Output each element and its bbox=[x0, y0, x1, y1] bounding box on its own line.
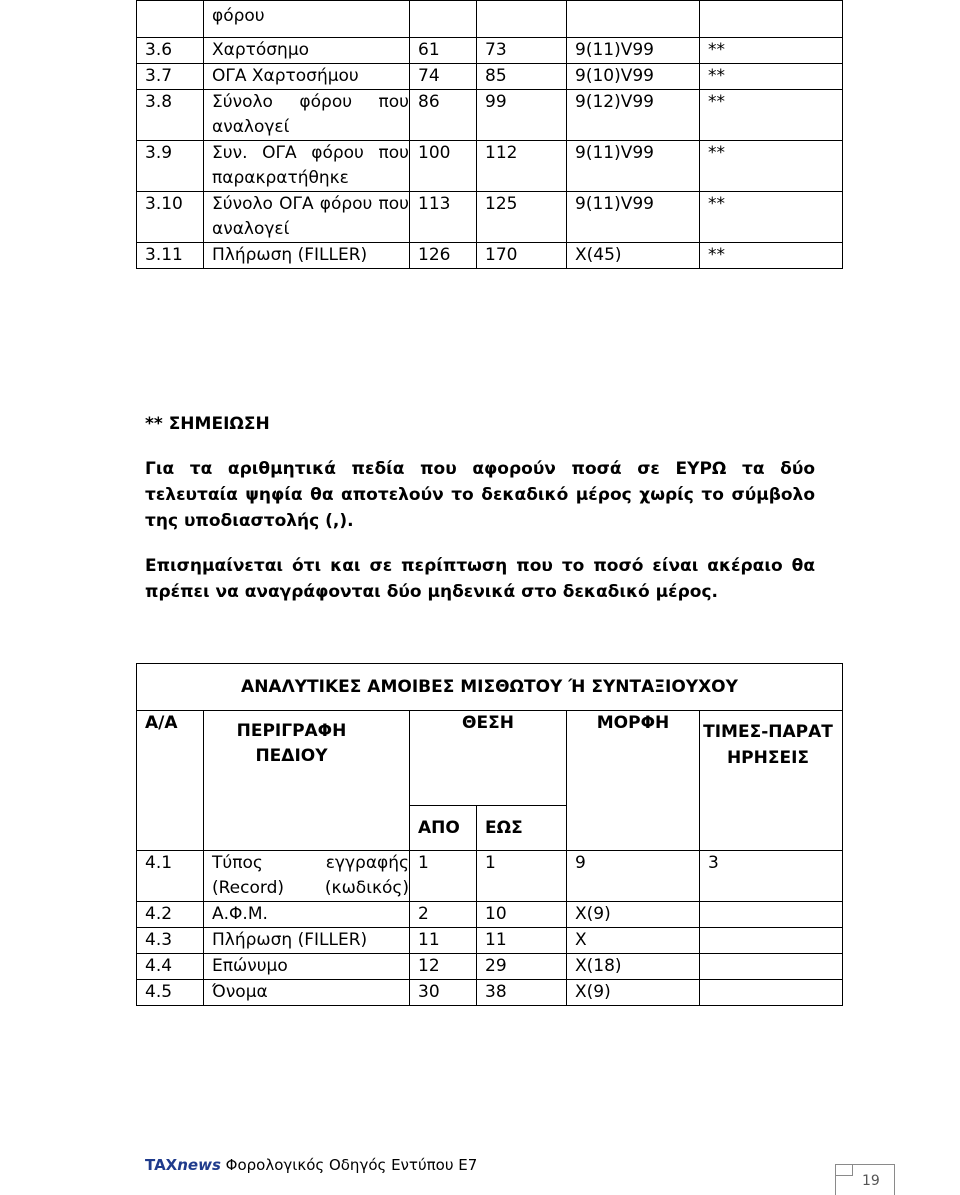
table-row bbox=[137, 192, 843, 243]
brand-logo-tax: TAX bbox=[145, 1156, 178, 1174]
position-to-cell: 10 bbox=[477, 902, 567, 928]
table-title: ΑΝΑΛΥΤΙΚΕΣ ΑΜΟΙΒΕΣ ΜΙΣΘΩΤΟΥ Ή ΣΥΝΤΑΞΙΟΥΧΟΥ bbox=[137, 664, 843, 711]
note-cell bbox=[700, 954, 843, 980]
row-number-cell: 3.10 bbox=[137, 192, 204, 243]
format-cell: 9(11)V99 bbox=[567, 141, 700, 192]
note-heading: ** ΣΗΜΕΙΩΣΗ bbox=[145, 414, 270, 434]
table-row bbox=[137, 243, 843, 269]
position-from-cell: 30 bbox=[410, 980, 477, 1006]
header-format: ΜΟΡΦΗ bbox=[567, 711, 700, 851]
field-description-cell: Όνομα bbox=[204, 980, 410, 1006]
position-to-cell: 1 bbox=[477, 851, 567, 902]
field-description-cell: Πλήρωση (FILLER) bbox=[204, 928, 410, 954]
header-from: ΑΠΟ bbox=[410, 806, 477, 851]
row-number-cell: 3.6 bbox=[137, 38, 204, 64]
position-to-cell: 170 bbox=[477, 243, 567, 269]
row-number-cell: 3.9 bbox=[137, 141, 204, 192]
position-to-cell bbox=[477, 1, 567, 38]
fields-table-body bbox=[137, 1, 843, 269]
position-to-cell: 73 bbox=[477, 38, 567, 64]
note-paragraph-decimals: Για τα αριθμητικά πεδία που αφορούν ποσά σε ΕΥΡΩ τα δύο τελευταία ψηφία θα αποτελούν το δεκαδικό μέρος χωρίς το σύμβολο της υποδιαστολής (,). bbox=[145, 459, 815, 531]
table-title-row bbox=[137, 664, 843, 711]
fields-table-body bbox=[137, 664, 843, 1006]
format-cell: 9(12)V99 bbox=[567, 90, 700, 141]
table-row bbox=[137, 902, 843, 928]
header-position: ΘΕΣΗ bbox=[410, 711, 567, 806]
format-cell bbox=[567, 1, 700, 38]
field-description-cell: Χαρτόσημο bbox=[204, 38, 410, 64]
row-number-cell: 3.11 bbox=[137, 243, 204, 269]
note-cell bbox=[700, 980, 843, 1006]
position-to-cell: 29 bbox=[477, 954, 567, 980]
format-cell: 9 bbox=[567, 851, 700, 902]
position-from-cell bbox=[410, 1, 477, 38]
position-to-cell: 38 bbox=[477, 980, 567, 1006]
table-row bbox=[137, 980, 843, 1006]
field-description-cell: Σύνολο ΟΓΑ φόρου που αναλογεί bbox=[204, 192, 410, 243]
table-row bbox=[137, 1, 843, 38]
page-number-box bbox=[835, 1164, 895, 1195]
field-description-cell: ΟΓΑ Χαρτοσήμου bbox=[204, 64, 410, 90]
row-number-cell: 4.3 bbox=[137, 928, 204, 954]
page-number: 19 bbox=[862, 1173, 880, 1189]
table-row bbox=[137, 954, 843, 980]
row-number-cell: 4.5 bbox=[137, 980, 204, 1006]
row-number-cell: 3.7 bbox=[137, 64, 204, 90]
field-description-cell: Τύπος εγγραφής (Record) (κωδικός) bbox=[204, 851, 410, 902]
note-paragraph-integers: Επισημαίνεται ότι και σε περίπτωση που το ποσό είναι ακέραιο θα πρέπει να αναγράφονται δύο μηδενικά στο δεκαδικό μέρος. bbox=[145, 556, 815, 602]
header-to: ΕΩΣ bbox=[477, 806, 567, 851]
table-header-row bbox=[137, 711, 843, 806]
brand-logo-news: news bbox=[177, 1156, 221, 1174]
note-cell: ** bbox=[700, 38, 843, 64]
header-notes: ΤΙΜΕΣ-ΠΑΡΑΤΗΡΗΣΕΙΣ bbox=[700, 711, 843, 851]
field-description-cell: Σύνολο φόρου που αναλογεί bbox=[204, 90, 410, 141]
note-cell: ** bbox=[700, 243, 843, 269]
note-cell bbox=[700, 1, 843, 38]
note-cell: 3 bbox=[700, 851, 843, 902]
table-row bbox=[137, 851, 843, 902]
note-cell: ** bbox=[700, 90, 843, 141]
format-cell: X bbox=[567, 928, 700, 954]
format-cell: X(18) bbox=[567, 954, 700, 980]
row-number-cell: 4.4 bbox=[137, 954, 204, 980]
field-description-cell: Επώνυμο bbox=[204, 954, 410, 980]
position-to-cell: 85 bbox=[477, 64, 567, 90]
format-cell: X(45) bbox=[567, 243, 700, 269]
note-cell: ** bbox=[700, 64, 843, 90]
position-to-cell: 99 bbox=[477, 90, 567, 141]
page-corner-decoration bbox=[836, 1165, 853, 1176]
format-cell: 9(10)V99 bbox=[567, 64, 700, 90]
position-from-cell: 2 bbox=[410, 902, 477, 928]
position-from-cell: 126 bbox=[410, 243, 477, 269]
table-row bbox=[137, 141, 843, 192]
field-description-cell: Πλήρωση (FILLER) bbox=[204, 243, 410, 269]
header-aa: Α/Α bbox=[137, 711, 204, 851]
format-cell: X(9) bbox=[567, 902, 700, 928]
header-description: ΠΕΡΙΓΡΑΦΗ ΠΕΔΙΟΥ bbox=[204, 711, 410, 851]
position-from-cell: 11 bbox=[410, 928, 477, 954]
row-number-cell bbox=[137, 1, 204, 38]
position-to-cell: 125 bbox=[477, 192, 567, 243]
footer-title: Φορολογικός Οδηγός Εντύπου Ε7 bbox=[225, 1156, 478, 1174]
field-description-cell: Α.Φ.Μ. bbox=[204, 902, 410, 928]
field-description-cell: Συν. ΟΓΑ φόρου που παρακρατήθηκε bbox=[204, 141, 410, 192]
format-cell: X(9) bbox=[567, 980, 700, 1006]
position-from-cell: 86 bbox=[410, 90, 477, 141]
row-number-cell: 4.2 bbox=[137, 902, 204, 928]
position-from-cell: 12 bbox=[410, 954, 477, 980]
table-row bbox=[137, 928, 843, 954]
row-number-cell: 3.8 bbox=[137, 90, 204, 141]
position-to-cell: 11 bbox=[477, 928, 567, 954]
page-footer bbox=[145, 1156, 477, 1174]
position-from-cell: 61 bbox=[410, 38, 477, 64]
position-from-cell: 113 bbox=[410, 192, 477, 243]
format-cell: 9(11)V99 bbox=[567, 38, 700, 64]
table-row bbox=[137, 64, 843, 90]
fields-table-section3 bbox=[136, 0, 843, 269]
note-cell: ** bbox=[700, 141, 843, 192]
format-cell: 9(11)V99 bbox=[567, 192, 700, 243]
note-cell bbox=[700, 928, 843, 954]
row-number-cell: 4.1 bbox=[137, 851, 204, 902]
field-description-cell: φόρου bbox=[204, 1, 410, 38]
position-to-cell: 112 bbox=[477, 141, 567, 192]
note-cell bbox=[700, 902, 843, 928]
position-from-cell: 1 bbox=[410, 851, 477, 902]
note-cell: ** bbox=[700, 192, 843, 243]
position-from-cell: 100 bbox=[410, 141, 477, 192]
position-from-cell: 74 bbox=[410, 64, 477, 90]
table-row bbox=[137, 38, 843, 64]
fields-table-section4 bbox=[136, 663, 843, 1006]
table-row bbox=[137, 90, 843, 141]
